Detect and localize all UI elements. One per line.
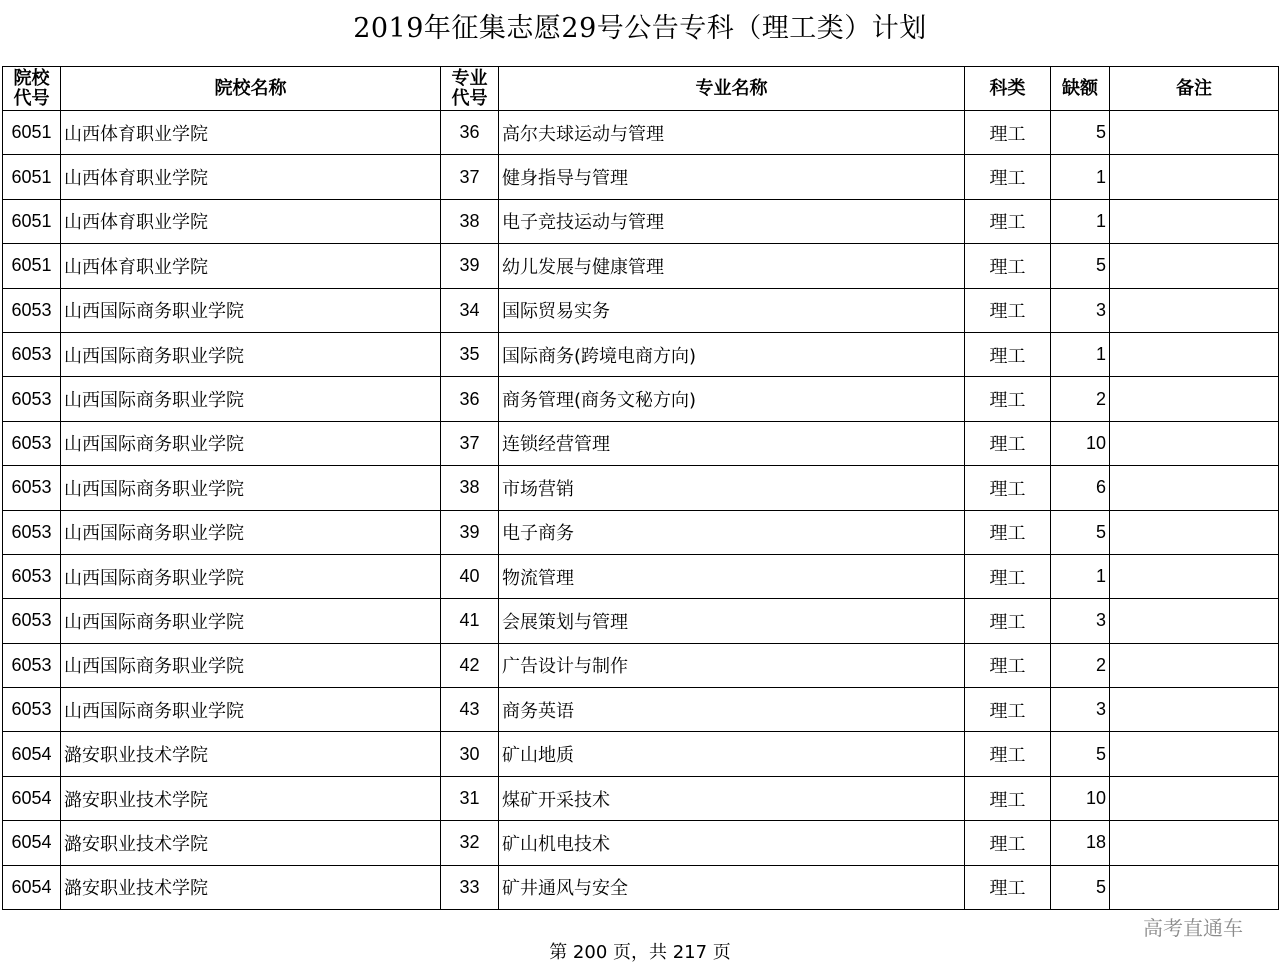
cell-category: 理工	[965, 377, 1051, 421]
cell-school-name: 山西体育职业学院	[61, 155, 441, 199]
cell-school-name: 山西国际商务职业学院	[61, 332, 441, 376]
header-school-code-line2: 代号	[13, 87, 50, 109]
cell-school-name: 山西体育职业学院	[61, 111, 441, 155]
cell-school-code: 6053	[3, 599, 61, 643]
cell-school-code: 6051	[3, 155, 61, 199]
cell-vacancy: 2	[1051, 643, 1110, 687]
cell-major-name: 高尔夫球运动与管理	[499, 111, 965, 155]
cell-category: 理工	[965, 776, 1051, 820]
cell-major-name: 物流管理	[499, 554, 965, 598]
table-row	[3, 111, 1279, 155]
cell-school-name: 山西国际商务职业学院	[61, 288, 441, 332]
cell-major-name: 国际商务(跨境电商方向)	[499, 332, 965, 376]
cell-vacancy: 10	[1051, 421, 1110, 465]
cell-major-name: 电子商务	[499, 510, 965, 554]
cell-major-code: 38	[441, 466, 499, 510]
cell-school-code: 6051	[3, 199, 61, 243]
cell-school-code: 6054	[3, 732, 61, 776]
cell-major-code: 34	[441, 288, 499, 332]
cell-major-name: 会展策划与管理	[499, 599, 965, 643]
cell-note	[1110, 155, 1279, 199]
cell-vacancy: 5	[1051, 732, 1110, 776]
table-row	[3, 244, 1279, 288]
cell-school-code: 6054	[3, 865, 61, 909]
cell-major-code: 37	[441, 155, 499, 199]
cell-major-code: 36	[441, 111, 499, 155]
table-row	[3, 421, 1279, 465]
cell-major-name: 国际贸易实务	[499, 288, 965, 332]
cell-major-name: 矿山地质	[499, 732, 965, 776]
cell-category: 理工	[965, 111, 1051, 155]
cell-major-code: 36	[441, 377, 499, 421]
cell-note	[1110, 421, 1279, 465]
table-row	[3, 466, 1279, 510]
table-row	[3, 821, 1279, 865]
cell-major-code: 38	[441, 199, 499, 243]
cell-category: 理工	[965, 865, 1051, 909]
cell-vacancy: 10	[1051, 776, 1110, 820]
cell-category: 理工	[965, 554, 1051, 598]
cell-school-name: 山西体育职业学院	[61, 199, 441, 243]
header-major-name: 专业名称	[499, 67, 965, 111]
watermark-text: 高考直通车	[1143, 916, 1243, 940]
cell-note	[1110, 244, 1279, 288]
cell-major-code: 43	[441, 688, 499, 732]
cell-school-code: 6053	[3, 288, 61, 332]
cell-note	[1110, 776, 1279, 820]
cell-major-name: 电子竞技运动与管理	[499, 199, 965, 243]
cell-category: 理工	[965, 688, 1051, 732]
cell-note	[1110, 643, 1279, 687]
header-major-code-line1: 专业	[451, 67, 488, 89]
cell-school-name: 潞安职业技术学院	[61, 821, 441, 865]
page-footer: 第 200 页，共 217 页	[549, 942, 731, 963]
header-school-name: 院校名称	[61, 67, 441, 111]
cell-vacancy: 3	[1051, 288, 1110, 332]
cell-category: 理工	[965, 466, 1051, 510]
cell-school-name: 山西国际商务职业学院	[61, 510, 441, 554]
cell-school-code: 6051	[3, 244, 61, 288]
cell-note	[1110, 510, 1279, 554]
cell-school-code: 6053	[3, 466, 61, 510]
cell-school-name: 潞安职业技术学院	[61, 865, 441, 909]
table-row	[3, 688, 1279, 732]
cell-note	[1110, 199, 1279, 243]
cell-vacancy: 1	[1051, 554, 1110, 598]
cell-note	[1110, 377, 1279, 421]
cell-school-code: 6053	[3, 332, 61, 376]
cell-major-name: 煤矿开采技术	[499, 776, 965, 820]
cell-major-code: 30	[441, 732, 499, 776]
table-row	[3, 776, 1279, 820]
table-row	[3, 288, 1279, 332]
header-note: 备注	[1110, 67, 1279, 111]
cell-major-code: 39	[441, 510, 499, 554]
cell-school-name: 山西国际商务职业学院	[61, 554, 441, 598]
cell-school-code: 6053	[3, 554, 61, 598]
cell-note	[1110, 111, 1279, 155]
cell-vacancy: 5	[1051, 111, 1110, 155]
cell-school-code: 6051	[3, 111, 61, 155]
cell-school-name: 潞安职业技术学院	[61, 732, 441, 776]
cell-major-code: 31	[441, 776, 499, 820]
cell-major-code: 32	[441, 821, 499, 865]
table-row	[3, 554, 1279, 598]
table-row	[3, 732, 1279, 776]
cell-note	[1110, 288, 1279, 332]
cell-major-code: 35	[441, 332, 499, 376]
cell-category: 理工	[965, 244, 1051, 288]
cell-note	[1110, 554, 1279, 598]
cell-vacancy: 1	[1051, 332, 1110, 376]
cell-school-name: 山西国际商务职业学院	[61, 688, 441, 732]
cell-category: 理工	[965, 599, 1051, 643]
cell-major-name: 商务英语	[499, 688, 965, 732]
cell-school-code: 6054	[3, 776, 61, 820]
header-school-code-line1: 院校	[13, 67, 50, 89]
cell-major-code: 41	[441, 599, 499, 643]
cell-note	[1110, 688, 1279, 732]
cell-major-name: 广告设计与制作	[499, 643, 965, 687]
cell-category: 理工	[965, 288, 1051, 332]
cell-category: 理工	[965, 421, 1051, 465]
cell-vacancy: 3	[1051, 599, 1110, 643]
table-row	[3, 377, 1279, 421]
cell-school-code: 6054	[3, 821, 61, 865]
cell-school-name: 山西国际商务职业学院	[61, 421, 441, 465]
cell-school-name: 山西国际商务职业学院	[61, 643, 441, 687]
cell-note	[1110, 865, 1279, 909]
cell-major-name: 连锁经营管理	[499, 421, 965, 465]
header-major-code	[441, 67, 499, 111]
cell-note	[1110, 732, 1279, 776]
table-row	[3, 332, 1279, 376]
cell-major-name: 市场营销	[499, 466, 965, 510]
table-row	[3, 510, 1279, 554]
cell-school-code: 6053	[3, 377, 61, 421]
cell-major-code: 39	[441, 244, 499, 288]
cell-major-code: 33	[441, 865, 499, 909]
cell-vacancy: 2	[1051, 377, 1110, 421]
cell-category: 理工	[965, 643, 1051, 687]
table-row	[3, 599, 1279, 643]
cell-major-name: 矿山机电技术	[499, 821, 965, 865]
cell-category: 理工	[965, 821, 1051, 865]
cell-school-code: 6053	[3, 510, 61, 554]
cell-school-name: 山西国际商务职业学院	[61, 466, 441, 510]
cell-major-code: 42	[441, 643, 499, 687]
cell-vacancy: 6	[1051, 466, 1110, 510]
cell-major-name: 矿井通风与安全	[499, 865, 965, 909]
cell-school-code: 6053	[3, 421, 61, 465]
table-row	[3, 865, 1279, 909]
table-row	[3, 199, 1279, 243]
cell-vacancy: 5	[1051, 865, 1110, 909]
cell-major-name: 商务管理(商务文秘方向)	[499, 377, 965, 421]
header-vacancy: 缺额	[1051, 67, 1110, 111]
cell-note	[1110, 466, 1279, 510]
cell-vacancy: 3	[1051, 688, 1110, 732]
cell-vacancy: 18	[1051, 821, 1110, 865]
cell-vacancy: 5	[1051, 244, 1110, 288]
table-row	[3, 643, 1279, 687]
cell-school-name: 山西国际商务职业学院	[61, 599, 441, 643]
cell-note	[1110, 599, 1279, 643]
header-school-code	[3, 67, 61, 111]
page-title: 2019年征集志愿29号公告专科（理工类）计划	[353, 13, 927, 44]
cell-note	[1110, 821, 1279, 865]
cell-school-name: 山西国际商务职业学院	[61, 377, 441, 421]
cell-vacancy: 5	[1051, 510, 1110, 554]
cell-category: 理工	[965, 732, 1051, 776]
cell-category: 理工	[965, 199, 1051, 243]
cell-major-name: 健身指导与管理	[499, 155, 965, 199]
enrollment-plan-table	[2, 66, 1279, 910]
cell-major-name: 幼儿发展与健康管理	[499, 244, 965, 288]
cell-category: 理工	[965, 155, 1051, 199]
header-major-code-line2: 代号	[451, 87, 488, 109]
cell-category: 理工	[965, 510, 1051, 554]
cell-school-code: 6053	[3, 643, 61, 687]
cell-school-name: 山西体育职业学院	[61, 244, 441, 288]
cell-note	[1110, 332, 1279, 376]
cell-major-code: 40	[441, 554, 499, 598]
cell-category: 理工	[965, 332, 1051, 376]
cell-major-code: 37	[441, 421, 499, 465]
cell-school-code: 6053	[3, 688, 61, 732]
cell-school-name: 潞安职业技术学院	[61, 776, 441, 820]
table-header-row	[3, 67, 1279, 111]
header-category: 科类	[965, 67, 1051, 111]
table-row	[3, 155, 1279, 199]
cell-vacancy: 1	[1051, 199, 1110, 243]
cell-vacancy: 1	[1051, 155, 1110, 199]
